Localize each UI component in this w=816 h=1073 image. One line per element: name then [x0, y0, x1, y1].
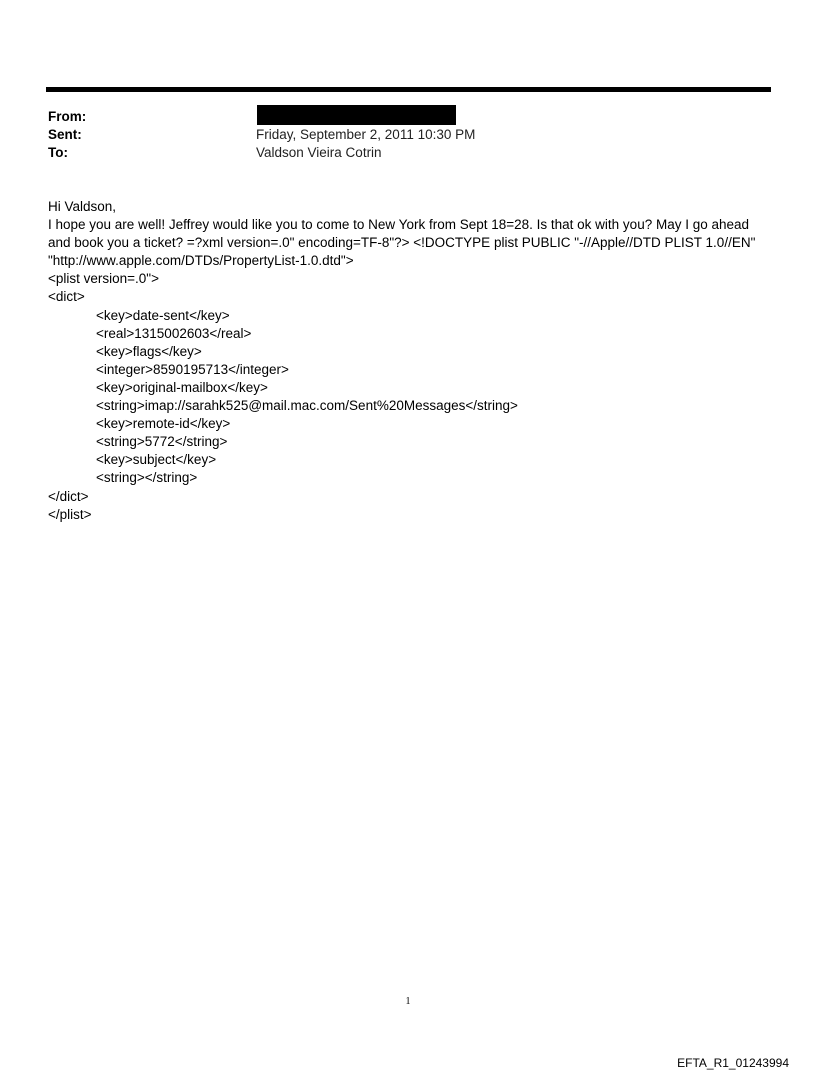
plist-close: </plist>	[48, 506, 92, 522]
body-line-2: and book you a ticket? =?xml version=.0" encoding=TF-8"?> <!DOCTYPE plist PUBLIC "-//Apple//DTD PLIST 1.0//EN"	[48, 235, 756, 251]
greeting: Hi Valdson,	[48, 199, 117, 214]
dict-entry: <real>1315002603</real>	[96, 325, 252, 341]
body-line-1: I hope you are well! Jeffrey would like you to come to New York from Sept 18=28. Is that ok with you? May I go ahead	[48, 217, 750, 233]
plist-open: <plist version=.0">	[48, 271, 159, 287]
dict-entry: <key>subject</key>	[96, 452, 217, 468]
dict-entry: <string></string>	[96, 470, 198, 486]
dict-entry: <string>imap://sarahk525@mail.mac.com/Sent%20Messages</string>	[96, 398, 518, 414]
document-id: EFTA_R1_01243994	[677, 1056, 789, 1070]
from-row	[48, 108, 748, 126]
to-label: To:	[48, 145, 68, 160]
dict-entry: <key>remote-id</key>	[96, 416, 231, 432]
from-label: From:	[48, 109, 87, 124]
redaction-block	[257, 105, 456, 125]
page-number: 1	[405, 996, 411, 1007]
sent-row	[48, 126, 748, 144]
dict-entry: <integer>8590195713</integer>	[96, 361, 289, 377]
header-rule	[46, 87, 771, 92]
to-value: Valdson Vieira Cotrin	[256, 145, 382, 160]
dict-entry: <key>date-sent</key>	[96, 307, 230, 323]
to-row	[48, 144, 748, 162]
sent-label: Sent:	[48, 127, 82, 142]
dict-entry: <key>original-mailbox</key>	[96, 379, 268, 395]
sent-value: Friday, September 2, 2011 10:30 PM	[256, 127, 476, 142]
dict-open: <dict>	[48, 289, 85, 305]
body-line-3: "http://www.apple.com/DTDs/PropertyList-1.0.dtd">	[48, 253, 354, 269]
dict-close: </dict>	[48, 488, 89, 504]
dict-entry: <string>5772</string>	[96, 434, 228, 450]
email-body	[48, 198, 768, 524]
dict-entry: <key>flags</key>	[96, 343, 202, 359]
